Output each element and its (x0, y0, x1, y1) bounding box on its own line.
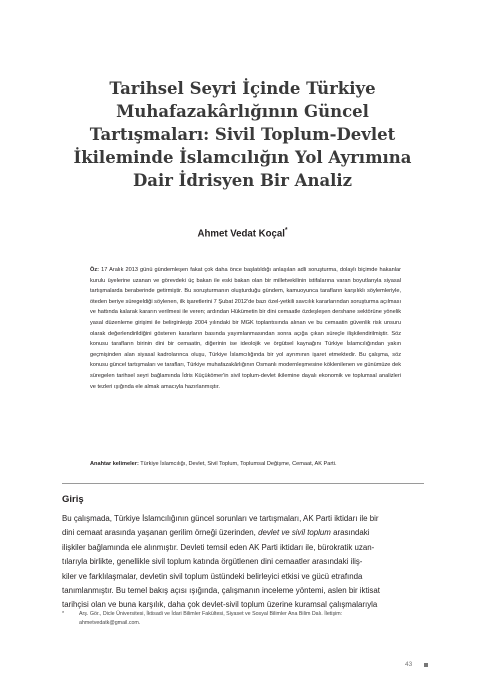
title-line: Dair İdrisyen Bir Analiz (132, 171, 353, 190)
page-marker-square (424, 663, 428, 667)
body-line: ilişkiler bağlamında ele alınmıştır. Devleti temsil eden AK Parti iktidarı ile, bürokratik uzan- (62, 542, 375, 552)
body-line: tanımlanmıştır. Bu temel bakış açısı ışığında, çalışmanın inceleme yöntemi, aslen bir iktisat (62, 586, 380, 596)
abstract (90, 265, 401, 392)
section-heading: Giriş (62, 494, 84, 505)
footnote-mark: * (62, 611, 65, 617)
author-name (19, 227, 465, 240)
body-line: tılarıyla birlikte, genellikle sivil toplum katında örgütlenen dini cemaatler arasındaki iliş- (62, 557, 363, 567)
footnote-text: Arş. Gör., Dicle Üniversitesi, İktisadi ve İdari Bilimler Fakültesi, Siyaset ve Sosyal Bilimler Ana Bilim Dalı. İletişim: ahmetvedatk@gmail.com. (79, 611, 343, 626)
emphasis: devlet ve sivil toplum (258, 528, 331, 538)
abstract-text: 17 Aralık 2013 günü gündemleşen fakat çok daha önce başlatıldığı anlaşılan adli soruşturma, dolaylı biçimde hakanlar kurulu üyelerine uzanan ve görevdeki üç bakan ile eski bakan olan bir milletvekilinin istifalarına varan boyutlarıyla siyasal tartışmalarda beraberinde getirmiştir. Bu soruşturmanın oluşturduğu gündem, kamuoyunca tarafların karşılıklı söylemleriyle, öteden beriye süregeldiği söylenen, ilk işaretlerini 7 Şubat 2012'de bazı özel-yetkili savcılık kararlarından soruşturma açılması ve hattında kalarak kararın verilmesi ile veren; ardından Hükümetin bir dini cemaatle özdeşleşen dershane sektörüne yönelik yasal düzenleme girişimi ile belirginleşip 2004 yılındaki bir MGK toplantısında alınan ve bu cemaatin güvenlik risk unsuru olarak değerlendirildiğini gösteren kararların basında yayımlanmasından sonra açığa çıkan süreçle ilişkilendirilmiştir. Söz konusu tarafların birinin dini bir cemaatin, diğerinin ise ideolojik ve örgütsel kaynağını Türkiye İslamcılığından yakın geçmişinden alan siyasal kadrolarınca oluşu, Türkiye İslamcılığında bir yol ayrımının işaret etmektedir. Bu çalışma, söz konusu güncel tartışmaları ve tarafları, Türkiye muhafazakârlığının Osmanlı modernleşmesine köklenilenen ve günümüze dek süregelen tarihsel seyri bağlamında İdris Küçükömer'in sivil toplum-devlet ikilemine dayalı ekonomik ve toplumsal analizleri ve tezleri ışığında ele almak amacıyla hazırlanmıştır. (90, 267, 401, 390)
title-line: İkileminde İslamcılığın Yol Ayrımına (73, 148, 412, 167)
title-line: Tartışmaları: Sivil Toplum-Devlet (89, 125, 396, 144)
author-name-text: Ahmet Vedat Koçal (197, 227, 285, 240)
title-line: Muhafazakârlığının Güncel (116, 102, 369, 121)
title-line: Tarihsel Seyri İçinde Türkiye (109, 79, 376, 98)
body-line: Bu çalışmada, Türkiye İslamcılığının güncel sorunları ve tartışmaları, AK Parti iktidarı ile bir (62, 514, 379, 523)
author-footnote-mark: * (284, 227, 288, 234)
section-divider (62, 483, 424, 484)
page-number: 43 (405, 661, 413, 668)
keywords-label: Anahtar kelimeler: (90, 461, 139, 467)
body-line: kiler ve farklılaşmalar, devletin sivil toplum üstündeki belirleyici etkisi ve gücü etrafında (62, 571, 363, 581)
body-line: tarihçisi olan ve buna karşılık, daha çok devlet-sivil toplum üzerine kuramsal çalışmalarıyla (62, 600, 378, 610)
abstract-label: Öz: (90, 267, 100, 273)
body-line: dini cemaat arasında yaşanan gerilim örneği üzerinden, devlet ve sivil toplum arasındaki (62, 528, 370, 538)
body-text (62, 512, 424, 613)
article-title (40, 77, 445, 192)
keywords (90, 459, 401, 469)
keywords-text: Türkiye İslamcılığı, Devlet, Sivil Toplum, Toplumsal Değişme, Cemaat, AK Parti. (140, 461, 337, 467)
